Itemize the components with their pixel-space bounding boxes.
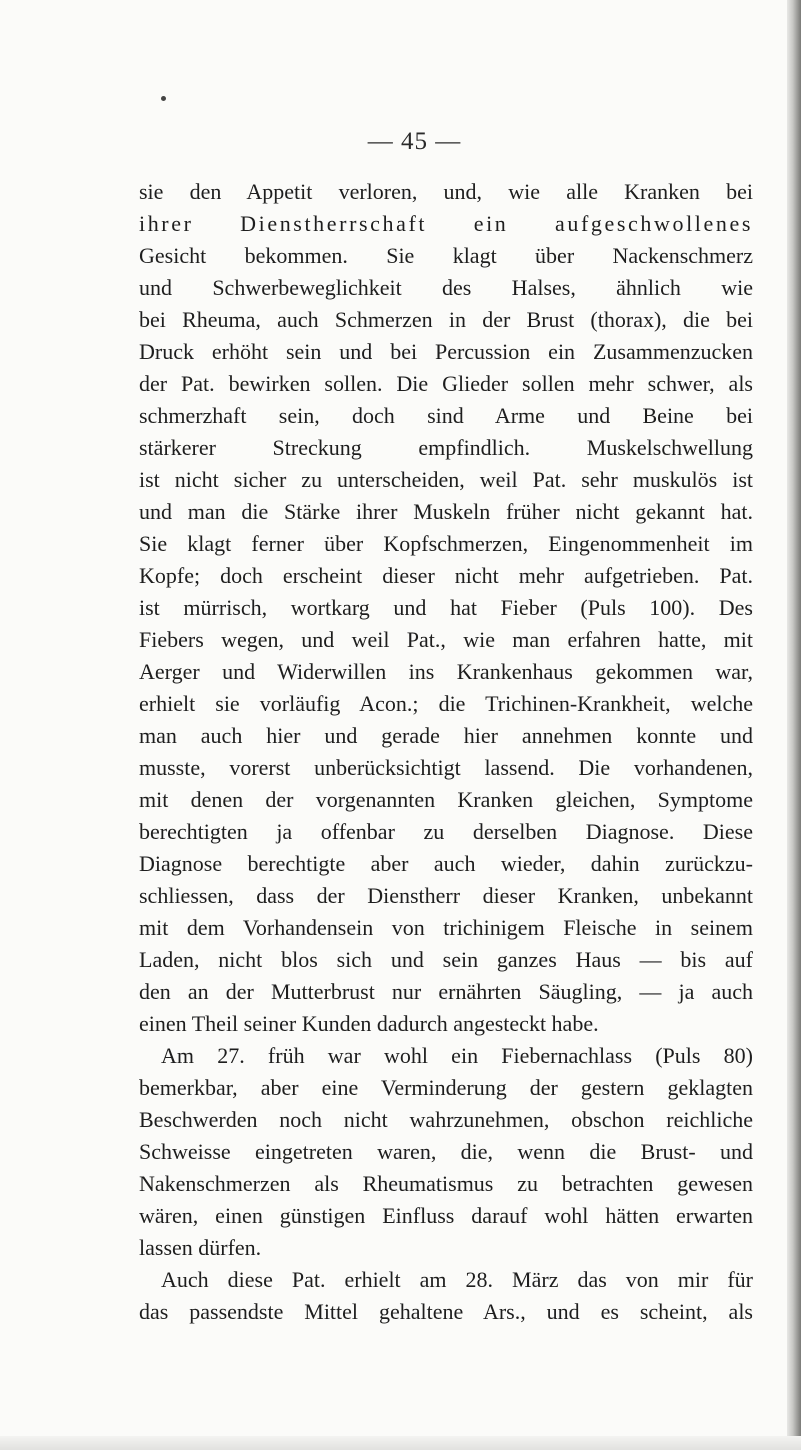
text-line: mit dem Vorhandensein von trichinigem Fleische in seinem [139, 915, 753, 940]
text-line: Kopfe; doch erscheint dieser nicht mehr aufgetrieben. Pat. [139, 563, 753, 588]
text-line: wären, einen günstigen Einfluss darauf wohl hätten erwarten [139, 1203, 753, 1228]
text-line: Aerger und Widerwillen ins Krankenhaus gekommen war, [139, 659, 753, 684]
text-line: den an der Mutterbrust nur ernährten Säugling, — ja auch [139, 979, 753, 1004]
text-line: bei Rheuma, auch Schmerzen in der Brust (thorax), die bei [139, 307, 753, 332]
text-line: das passendste Mittel gehaltene Ars., und es scheint, als [139, 1299, 753, 1324]
text-line: Diagnose berechtigte aber auch wieder, dahin zurückzu- [139, 851, 753, 876]
text-line: Sie klagt ferner über Kopfschmerzen, Eingenommenheit im [139, 531, 753, 556]
page-bottom-edge [0, 1436, 801, 1450]
text-line: Gesicht bekommen. Sie klagt über Nackenschmerz [139, 243, 753, 268]
text-line: man auch hier und gerade hier annehmen konnte und [139, 723, 753, 748]
text-line: Druck erhöht sein und bei Percussion ein Zusammenzucken [139, 339, 753, 364]
text-line: mit denen der vorgenannten Kranken gleichen, Symptome [139, 787, 753, 812]
text-line: der Pat. bewirken sollen. Die Glieder sollen mehr schwer, als [139, 371, 753, 396]
text-line: Laden, nicht blos sich und sein ganzes Haus — bis auf [139, 947, 753, 972]
text-line: sie den Appetit verloren, und, wie alle Kranken bei [139, 179, 753, 204]
text-line: bemerkbar, aber eine Verminderung der gestern geklagten [139, 1075, 753, 1100]
text-line: schmerzhaft sein, doch sind Arme und Beine bei [139, 403, 753, 428]
text-line: Beschwerden noch nicht wahrzunehmen, obschon reichliche [139, 1107, 753, 1132]
ink-dot [161, 96, 166, 101]
text-line: lassen dürfen. [139, 1235, 262, 1260]
text-line: und Schwerbeweglichkeit des Halses, ähnlich wie [139, 275, 753, 300]
text-line: ist mürrisch, wortkarg und hat Fieber (Puls 100). Des [139, 595, 753, 620]
text-line: schliessen, dass der Dienstherr dieser Kranken, unbekannt [139, 883, 753, 908]
text-line: Fiebers wegen, und weil Pat., wie man erfahren hatte, mit [139, 627, 753, 652]
text-line: stärkerer Streckung empfindlich. Muskelschwellung [139, 435, 753, 460]
text-line: erhielt sie vorläufig Acon.; die Trichinen-Krankheit, welche [139, 691, 753, 716]
page-number: — 45 — [367, 128, 462, 155]
text-line: berechtigten ja offenbar zu derselben Diagnose. Diese [139, 819, 753, 844]
body-text [139, 176, 753, 1328]
text-line: Schweisse eingetreten waren, die, wenn die Brust- und [139, 1139, 753, 1164]
text-line: Auch diese Pat. erhielt am 28. März das von mir für [161, 1267, 753, 1292]
text-line: Am 27. früh war wohl ein Fiebernachlass (Puls 80) [161, 1043, 753, 1068]
text-line: ist nicht sicher zu unterscheiden, weil Pat. sehr muskulös ist [139, 467, 753, 492]
page-edge-shadow [787, 0, 801, 1450]
text-line: musste, vorerst unberücksichtigt lassend. Die vorhandenen, [139, 755, 753, 780]
text-line: einen Theil seiner Kunden dadurch angesteckt habe. [139, 1011, 599, 1036]
text-line: ihrer Dienstherrschaft ein aufgeschwollenes [139, 211, 753, 236]
text-line: und man die Stärke ihrer Muskeln früher nicht gekannt hat. [139, 499, 753, 524]
text-line: Nakenschmerzen als Rheumatismus zu betrachten gewesen [139, 1171, 753, 1196]
